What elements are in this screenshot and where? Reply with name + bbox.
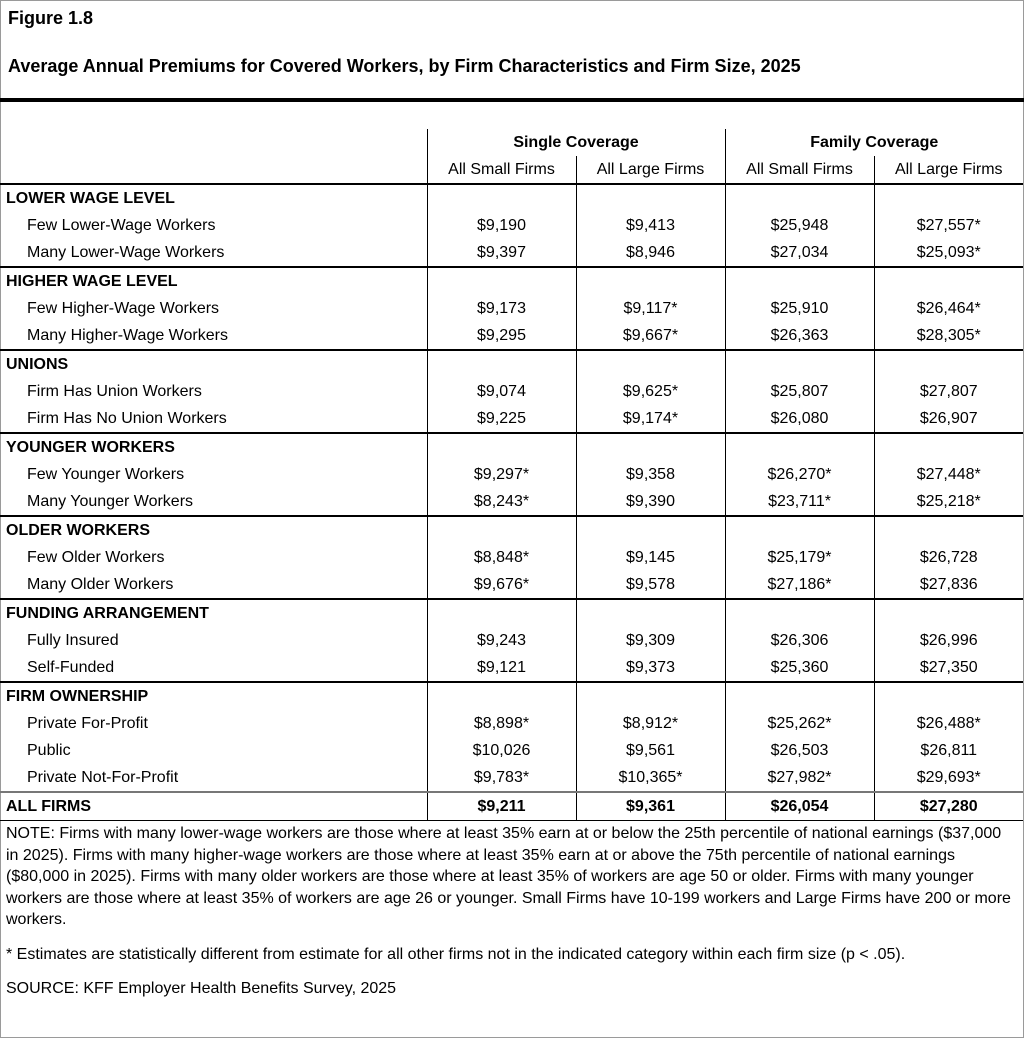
table-row [0,544,1023,571]
empty-cell [725,682,874,710]
total-value-cell: $26,054 [725,792,874,821]
empty-cell [725,184,874,212]
empty-cell [576,184,725,212]
table-row [0,571,1023,599]
category-label: UNIONS [0,350,427,378]
column-group-header: Single Coverage [427,129,725,156]
value-cell: $10,026 [427,737,576,764]
table-row [0,295,1023,322]
value-cell: $9,561 [576,737,725,764]
category-label: HIGHER WAGE LEVEL [0,267,427,295]
empty-cell [725,350,874,378]
value-cell: $26,363 [725,322,874,350]
empty-cell [874,433,1023,461]
value-cell: $9,397 [427,239,576,267]
row-label: Firm Has Union Workers [27,382,202,400]
table-row [0,710,1023,737]
value-cell: $25,360 [725,654,874,682]
value-cell: $26,728 [874,544,1023,571]
empty-cell [874,184,1023,212]
title-divider [0,98,1024,102]
table-row [0,488,1023,516]
empty-cell [576,516,725,544]
table-row [0,461,1023,488]
empty-cell [427,433,576,461]
value-cell: $28,305* [874,322,1023,350]
category-row [0,184,1023,212]
empty-cell [427,267,576,295]
footnote: * Estimates are statistically different from estimate for all other firms not in the indicated category within each firm size (p < .05). [6,945,906,963]
table-row [0,654,1023,682]
total-row [0,792,1023,821]
table-row [0,378,1023,405]
value-cell: $9,190 [427,212,576,239]
row-label: Few Younger Workers [27,465,185,483]
column-group-header: Family Coverage [725,129,1023,156]
header-blank [0,156,427,184]
row-label: Many Younger Workers [27,492,194,510]
category-row [0,350,1023,378]
value-cell: $9,578 [576,571,725,599]
category-row [0,599,1023,627]
value-cell: $9,145 [576,544,725,571]
empty-cell [576,682,725,710]
empty-cell [725,599,874,627]
row-label: Private For-Profit [27,714,148,732]
table-row [0,764,1023,792]
column-header: All Large Firms [576,156,725,184]
table-row [0,239,1023,267]
figure-body [0,129,1023,999]
total-value-cell: $9,361 [576,792,725,821]
category-label: YOUNGER WORKERS [0,433,427,461]
table-row [0,322,1023,350]
row-label: Few Older Workers [27,548,165,566]
value-cell: $9,625* [576,378,725,405]
table-row [0,627,1023,654]
empty-cell [427,682,576,710]
value-cell: $9,390 [576,488,725,516]
value-cell: $26,811 [874,737,1023,764]
value-cell: $26,503 [725,737,874,764]
row-label: Fully Insured [27,631,119,649]
empty-cell [874,682,1023,710]
table-note: NOTE: Firms with many lower-wage workers are those where at least 35% earn at or below the 25th percentile of national earnings ($37,000 in 2025). Firms with many higher-wage workers are those where at least 35% earn at or above the 75th percentile of national earnings ($80,000 in 2025). Firms with many older workers are those where at least 35% of workers are age 50 or older. Firms with many younger workers are those where at least 35% of workers are age 26 or younger. Small Firms have 10-199 workers and Large Firms have 200 or more workers. [6,825,1011,928]
value-cell: $27,034 [725,239,874,267]
category-label: FUNDING ARRANGEMENT [0,599,427,627]
value-cell: $9,174* [576,405,725,433]
empty-cell [576,433,725,461]
total-label: ALL FIRMS [0,792,427,821]
row-label: Many Lower-Wage Workers [27,243,225,261]
value-cell: $8,898* [427,710,576,737]
value-cell: $26,488* [874,710,1023,737]
empty-cell [874,516,1023,544]
empty-cell [427,516,576,544]
empty-cell [427,599,576,627]
value-cell: $26,907 [874,405,1023,433]
empty-cell [874,350,1023,378]
empty-cell [725,267,874,295]
value-cell: $25,093* [874,239,1023,267]
value-cell: $9,373 [576,654,725,682]
value-cell: $26,996 [874,627,1023,654]
value-cell: $25,179* [725,544,874,571]
value-cell: $26,270* [725,461,874,488]
table-row [0,737,1023,764]
value-cell: $10,365* [576,764,725,792]
category-label: OLDER WORKERS [0,516,427,544]
value-cell: $25,807 [725,378,874,405]
column-header: All Small Firms [725,156,874,184]
value-cell: $9,297* [427,461,576,488]
value-cell: $9,121 [427,654,576,682]
value-cell: $25,218* [874,488,1023,516]
total-value-cell: $27,280 [874,792,1023,821]
empty-cell [576,599,725,627]
value-cell: $27,982* [725,764,874,792]
value-cell: $9,243 [427,627,576,654]
row-label: Self-Funded [27,658,115,676]
empty-cell [427,350,576,378]
header-blank [0,129,427,156]
row-label: Many Older Workers [27,575,174,593]
source-note: SOURCE: KFF Employer Health Benefits Survey, 2025 [6,979,397,997]
total-value-cell: $9,211 [427,792,576,821]
category-row [0,433,1023,461]
category-label: FIRM OWNERSHIP [0,682,427,710]
value-cell: $9,074 [427,378,576,405]
value-cell: $9,173 [427,295,576,322]
value-cell: $9,309 [576,627,725,654]
value-cell: $9,667* [576,322,725,350]
value-cell: $27,557* [874,212,1023,239]
category-label: LOWER WAGE LEVEL [6,189,175,207]
category-row [0,682,1023,710]
value-cell: $9,358 [576,461,725,488]
value-cell: $26,306 [725,627,874,654]
category-row [0,267,1023,295]
value-cell: $8,848* [427,544,576,571]
value-cell: $9,413 [576,212,725,239]
value-cell: $25,910 [725,295,874,322]
row-label: Firm Has No Union Workers [27,409,227,427]
value-cell: $27,807 [874,378,1023,405]
value-cell: $27,448* [874,461,1023,488]
value-cell: $8,912* [576,710,725,737]
row-label: Public [27,741,71,759]
empty-cell [874,267,1023,295]
value-cell: $9,676* [427,571,576,599]
value-cell: $9,225 [427,405,576,433]
value-cell: $25,262* [725,710,874,737]
category-row [0,516,1023,544]
value-cell: $27,350 [874,654,1023,682]
column-header: All Small Firms [427,156,576,184]
table-row [0,212,1023,239]
empty-cell [725,516,874,544]
value-cell: $9,295 [427,322,576,350]
value-cell: $9,117* [576,295,725,322]
value-cell: $8,946 [576,239,725,267]
empty-cell [725,433,874,461]
figure-label: Figure 1.8 [8,8,94,28]
value-cell: $27,836 [874,571,1023,599]
row-label: Private Not-For-Profit [27,768,179,786]
table-row [0,405,1023,433]
empty-cell [576,350,725,378]
value-cell: $23,711* [725,488,874,516]
value-cell: $25,948 [725,212,874,239]
row-label: Many Higher-Wage Workers [27,326,228,344]
value-cell: $8,243* [427,488,576,516]
column-header: All Large Firms [874,156,1023,184]
value-cell: $26,464* [874,295,1023,322]
row-label: Few Higher-Wage Workers [27,299,220,317]
premiums-table [0,129,1023,821]
value-cell: $27,186* [725,571,874,599]
empty-cell [427,184,576,212]
figure-title: Average Annual Premiums for Covered Workers, by Firm Characteristics and Firm Size, 2025 [8,56,801,76]
row-label: Few Lower-Wage Workers [27,216,216,234]
value-cell: $29,693* [874,764,1023,792]
empty-cell [874,599,1023,627]
empty-cell [576,267,725,295]
value-cell: $26,080 [725,405,874,433]
value-cell: $9,783* [427,764,576,792]
